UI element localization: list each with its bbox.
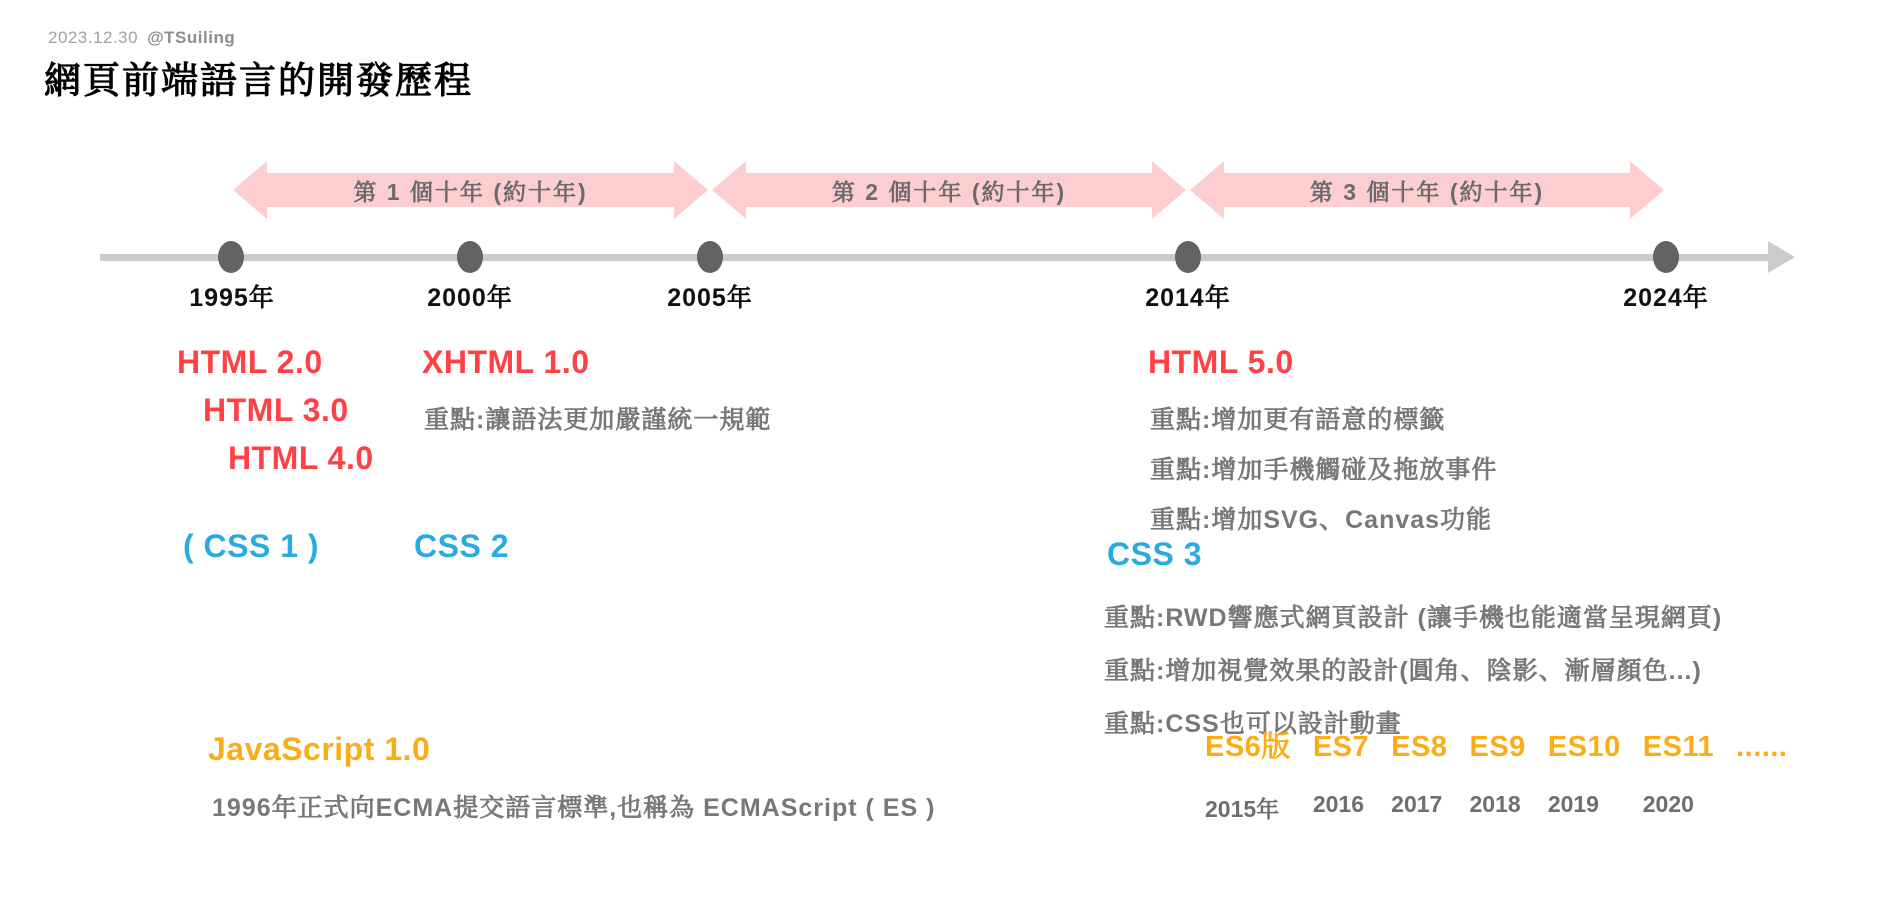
year-label: 2000年	[427, 284, 513, 312]
es-column	[1643, 731, 1714, 824]
timeline-arrowhead-icon	[1768, 241, 1795, 273]
es-column	[1548, 731, 1621, 824]
javascript-note: 1996年正式向ECMA提交語言標準,也稱為 ECMAScript ( ES )	[212, 794, 936, 822]
date-stamp	[48, 28, 235, 48]
date-text: 2023.12.30	[48, 28, 139, 47]
css3-note: 重點:增加視覺效果的設計(圓角、陰影、漸層顏色...)	[1104, 657, 1702, 685]
decade-arrow-3	[1190, 161, 1664, 219]
es-version-label: ES9	[1469, 731, 1526, 763]
es-version-label: ES8	[1391, 731, 1448, 763]
es-versions-row	[1205, 731, 1787, 824]
xhtml-title: XHTML 1.0	[422, 344, 590, 380]
css3-title: CSS 3	[1107, 536, 1202, 572]
html3-title: HTML 3.0	[203, 392, 349, 428]
timeline-dot-2014	[1175, 241, 1201, 273]
es-version-label: ......	[1736, 731, 1788, 763]
css2-title: CSS 2	[414, 528, 509, 564]
html5-note: 重點:增加SVG、Canvas功能	[1150, 506, 1493, 534]
es-column	[1313, 731, 1369, 824]
es-year-label: 2015年	[1205, 796, 1280, 823]
es-version-label: ES11	[1642, 731, 1715, 763]
es-version-label: ES6版	[1205, 731, 1291, 763]
page-title: 網頁前端語言的開發歷程	[44, 60, 473, 101]
es-column	[1736, 731, 1787, 824]
html5-title: HTML 5.0	[1148, 344, 1294, 380]
timeline-dot-2000	[457, 241, 483, 273]
timeline-axis	[100, 254, 1770, 261]
year-label: 2005年	[667, 284, 753, 312]
decade-arrow-label: 第 3 個十年 (約十年)	[1309, 178, 1545, 205]
es-version-label: ES7	[1312, 731, 1370, 763]
es-column	[1205, 731, 1291, 824]
author-handle: @TSuiling	[147, 28, 236, 47]
es-year-label: 2019	[1547, 791, 1599, 818]
year-label: 2024年	[1623, 284, 1709, 312]
es-year-label: 2016	[1312, 791, 1364, 818]
html4-title: HTML 4.0	[228, 440, 374, 476]
html2-title: HTML 2.0	[177, 344, 323, 380]
year-label: 1995年	[189, 284, 275, 312]
html5-note: 重點:增加手機觸碰及拖放事件	[1150, 456, 1498, 484]
es-year-label: 2020	[1642, 791, 1694, 818]
css3-note: 重點:RWD響應式網頁設計 (讓手機也能適當呈現網頁)	[1104, 604, 1723, 632]
timeline-dot-2024	[1653, 241, 1679, 273]
timeline-dot-1995	[218, 241, 244, 273]
es-version-label: ES10	[1547, 731, 1621, 763]
javascript-title: JavaScript 1.0	[208, 731, 431, 767]
timeline-dot-2005	[697, 241, 723, 273]
year-label: 2014年	[1145, 284, 1231, 312]
es-year-label: 2018	[1469, 791, 1521, 818]
xhtml-note: 重點:讓語法更加嚴謹統一規範	[424, 406, 772, 434]
css1-title: ( CSS 1 )	[183, 528, 320, 564]
decade-arrow-label: 第 2 個十年 (約十年)	[831, 178, 1067, 205]
es-column	[1391, 731, 1447, 824]
decade-arrow-2	[712, 161, 1186, 219]
html5-note: 重點:增加更有語意的標籤	[1150, 406, 1446, 434]
decade-arrow-1	[233, 161, 708, 219]
es-year-label: 2017	[1391, 791, 1443, 818]
css3-note: 重點:CSS也可以設計動畫	[1104, 710, 1402, 738]
decade-arrow-label: 第 1 個十年 (約十年)	[353, 178, 588, 205]
es-column	[1469, 731, 1525, 824]
